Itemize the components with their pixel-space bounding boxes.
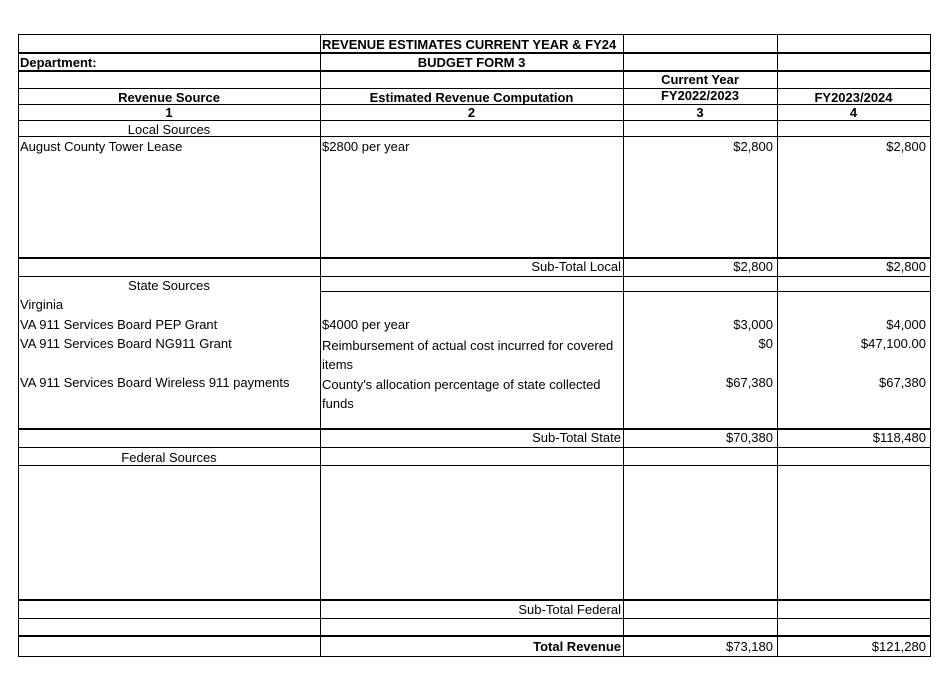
value-fy2023: $67,380 (879, 375, 926, 390)
value-fy2022: $3,000 (733, 317, 773, 332)
value-fy2023: $4,000 (886, 317, 926, 332)
form-name: BUDGET FORM 3 (417, 55, 526, 70)
col-header-fy2023: FY2023/2024 (814, 90, 893, 105)
col-number-4: 4 (849, 105, 858, 120)
revenue-source: VA 911 Services Board NG911 Grant (20, 336, 232, 351)
revenue-source: VA 911 Services Board PEP Grant (20, 317, 218, 332)
value-fy2023: $2,800 (886, 139, 926, 154)
col-line (320, 34, 321, 657)
row-line (18, 618, 931, 619)
revenue-computation: County's allocation percentage of state collected funds (322, 377, 601, 411)
value-fy2022: $2,800 (733, 139, 773, 154)
col-number-1: 1 (165, 105, 173, 120)
section-label-local: Local Sources (127, 122, 211, 137)
row-line (18, 635, 931, 637)
subtotal-state-fy2023: $118,480 (872, 430, 926, 445)
section-label-federal: Federal Sources (121, 450, 217, 465)
revenue-computation: $4000 per year (322, 317, 410, 332)
row-line (18, 465, 931, 466)
department-label: Department: (20, 55, 97, 70)
col-line (930, 34, 931, 657)
row-line (18, 599, 931, 601)
row-line (18, 52, 931, 54)
total-revenue-fy2023: $121,280 (871, 639, 926, 654)
value-fy2022: $0 (758, 336, 773, 351)
value-fy2023: $47,100.00 (860, 336, 926, 351)
subtotal-state-fy2022: $70,380 (726, 430, 773, 445)
row-line (18, 276, 931, 277)
row-line (18, 120, 931, 121)
total-revenue-label: Total Revenue (533, 639, 621, 654)
form-title: REVENUE ESTIMATES CURRENT YEAR & FY24 (322, 37, 617, 52)
subtotal-local-fy2022: $2,800 (733, 259, 773, 274)
group-label-virginia: Virginia (20, 297, 64, 312)
revenue-computation: $2800 per year (322, 139, 410, 154)
budget-form-table (18, 34, 931, 657)
col-header-estimated-computation: Estimated Revenue Computation (369, 90, 574, 105)
value-fy2022: $67,380 (726, 375, 773, 390)
row-line (18, 656, 931, 657)
row-line (18, 447, 931, 448)
section-label-state: State Sources (128, 278, 210, 293)
col-header-fy2022: FY2022/2023 (660, 88, 740, 103)
row-line (320, 291, 931, 292)
subtotal-federal-label: Sub-Total Federal (518, 602, 621, 617)
subtotal-local-label: Sub-Total Local (531, 259, 621, 274)
row-line (18, 88, 931, 89)
revenue-source: August County Tower Lease (20, 139, 183, 154)
current-year-label: Current Year (661, 72, 739, 87)
row-line (18, 34, 931, 35)
total-revenue-fy2022: $73,180 (726, 639, 773, 654)
col-number-3: 3 (696, 105, 704, 120)
row-line (18, 70, 931, 72)
revenue-computation: Reimbursement of actual cost incurred for covered items (322, 338, 614, 372)
col-number-2: 2 (467, 105, 476, 120)
subtotal-state-label: Sub-Total State (532, 430, 621, 445)
col-header-revenue-source: Revenue Source (118, 90, 220, 105)
subtotal-local-fy2023: $2,800 (886, 259, 926, 274)
revenue-source: VA 911 Services Board Wireless 911 payments (20, 375, 290, 390)
